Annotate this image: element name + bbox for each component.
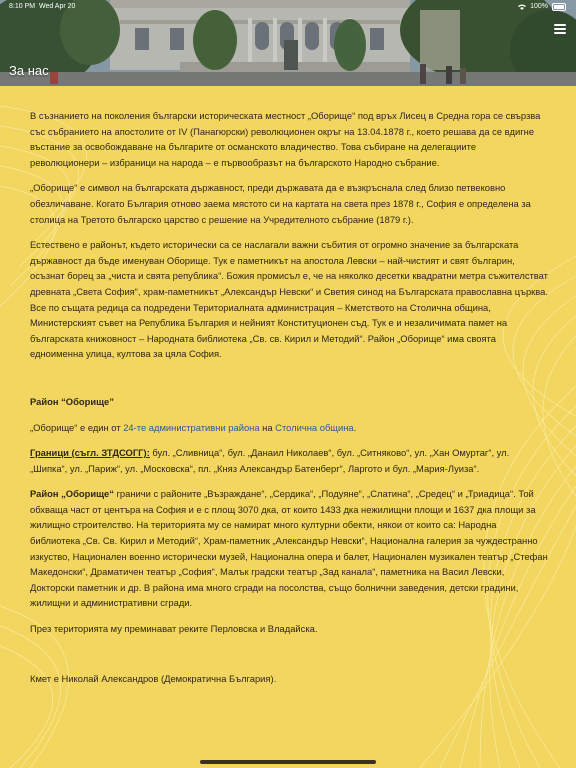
rivers-paragraph: През територията му преминават реките Перловска и Владайска.	[30, 623, 318, 635]
district-intro-middle: на	[259, 421, 276, 433]
district-intro-text: „Оборище“ е един от	[30, 421, 124, 433]
status-bar	[0, 0, 576, 14]
district-intro-end: .	[353, 421, 357, 433]
mayor-paragraph: Кмет е Николай Александров (Демократична България).	[30, 672, 277, 684]
wifi-icon	[518, 4, 526, 10]
boundaries-paragraph	[30, 445, 548, 476]
status-indicators	[518, 0, 566, 14]
intro-paragraph-3: Естествено е районът, където исторически са се наслагали важни събития от огромно значение за българската държавност да бъде именуван Оборище. Тук е паметникът на апостола Левски – най-чистият и свят българин, осъзнат борец за „чиста и свята република“. Божия промисъл е, че на няколко десетки квадратни метра съжителстват древната „Света София“, храм-паметникът „Александър Невски“ и Светия синод на Българската православна църква. Все по същата редица са подредени Териториалната администрация – Кметството на Столична община, Министерският съвет на Република България и нейният Конституционен съд. Тук е и незаличимата памет на българската книжовност – Народната библиотека „Св. св. Кирил и Методий“. Район „Оборище“ има своята едноименна улица, култова за цяла София.	[30, 239, 548, 360]
home-indicator[interactable]	[200, 760, 376, 764]
about-content	[30, 108, 548, 696]
district-heading: Район “Оборище”	[30, 395, 114, 407]
battery-icon	[552, 3, 566, 11]
boundaries-label: Граници (съгл. ЗТДСОГГ):	[30, 447, 150, 459]
page-title: За нас	[9, 63, 49, 78]
admin-districts-link[interactable]: 24-те административни района	[123, 421, 260, 433]
intro-paragraph-2: „Оборище“ е символ на българската държавност, преди държавата да е възкръснала след близо петвековно обезличаване. Когато България отново заема мястото си на картата на света през 1878 г., София е определена за столица на Третото българско царство с решение на Учредителното събрание (1879 г.).	[30, 182, 531, 225]
header-banner	[0, 0, 576, 86]
district-intro	[30, 420, 548, 436]
battery-percent: 100%	[530, 3, 548, 10]
district-description	[30, 486, 548, 611]
status-date-text: Wed Apr 20	[38, 3, 76, 10]
district-label: Район „Оборище“	[30, 488, 114, 500]
status-time	[9, 0, 75, 14]
hamburger-menu-icon[interactable]	[554, 24, 566, 34]
boundaries-text: бул. „Сливница“, бул. „Данаил Николаев“, бул. „Ситняково“, ул. „Хан Омуртаг“, ул. „Шипка“, ул. „Париж“, ул. „Московска“, пл. „Княз Александър Батенберг“, Ларгото и бул. „Мария-Луиза“.	[30, 447, 510, 474]
status-time-text: 8:10 PM	[9, 3, 36, 10]
district-description-text: граничи с районите „Възраждане“, „Сердика“, „Подуяне“, „Слатина“, „Средец“ и „Триадица“. Той обхваща част от центъра на София и е с площ 3070 дка, от които 1433 дка нежилищни площи и 1637 дка площи за жилищно строителство. На територията му се намират много културни обекти, някои от които са: Народна библиотека „Св. Св. Кирил и Методий“, Храм-паметник „Александър Невски“, Национална галерия за чуждестранно изкуство, Национален военно исторически музей, Национална опера и балет, Национален музикален театър „Стефан Македонски“, Драматичен театър „София“, Малък градски театър „Зад канала“, паметника на Васил Левски, Докторски паметник и др. В района има много сгради на посолства, също болнични заведения, детски градини, жилищни и административни сгради.	[30, 488, 548, 609]
sofia-municipality-link[interactable]: Столична община	[275, 421, 354, 433]
intro-paragraph-1: В съзнанието на поколения български историческата местност „Оборище“ под връх Лисец в Средна гора се свързва със събранието на апостолите от IV (Панагюрски) революционен окръг на 13.04.1878 г., което решава да се вдигне въстание за освобождаване на българите от османското владичество. Това събиране на делегациите революционери – избраници на народа – е първообразът на българското Народно събрание.	[30, 110, 541, 168]
